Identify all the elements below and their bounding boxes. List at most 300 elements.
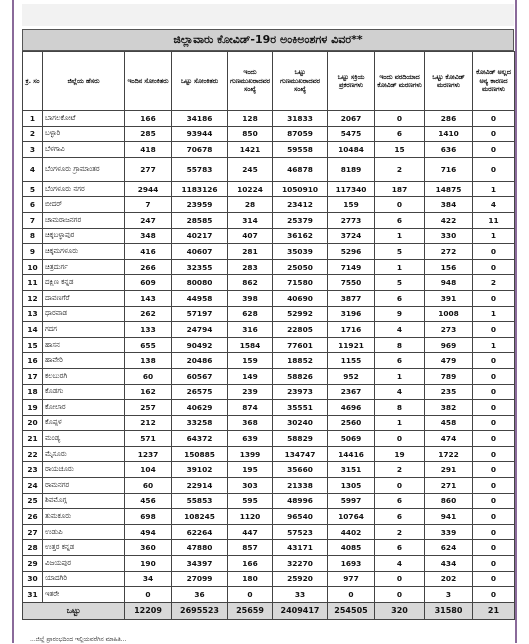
value-cell: 1155 <box>328 353 375 369</box>
value-cell: 1 <box>375 415 425 431</box>
value-cell: 25379 <box>273 212 328 228</box>
value-cell: 35551 <box>273 400 328 416</box>
value-cell: 716 <box>425 157 473 181</box>
total-cell: 2695523 <box>172 602 228 619</box>
value-cell: 133 <box>125 322 172 338</box>
value-cell: 57197 <box>172 306 228 322</box>
district-name-cell: ದಕ್ಷಿಣ ಕನ್ನಡ <box>43 275 125 291</box>
value-cell: 1421 <box>228 142 273 158</box>
value-cell: 0 <box>473 540 515 556</box>
table-row <box>23 322 515 338</box>
value-cell: 59558 <box>273 142 328 158</box>
district-name-cell: ಮಂಡ್ಯ <box>43 431 125 447</box>
serial-cell: 9 <box>23 244 43 260</box>
value-cell: 456 <box>125 493 172 509</box>
value-cell: 5 <box>375 275 425 291</box>
district-name-cell: ಕಲಬುರಗಿ <box>43 368 125 384</box>
value-cell: 3724 <box>328 228 375 244</box>
value-cell: 93944 <box>172 126 228 142</box>
district-name-cell: ಶಿವಮೊಗ್ಗ <box>43 493 125 509</box>
district-name-cell: ಉತ್ತರ ಕನ್ನಡ <box>43 540 125 556</box>
column-header: ಇಂದು ವರದಿಯಾದ ಕೋವಿಡ್ ಮರಣಗಳು <box>375 52 425 111</box>
value-cell: 180 <box>228 571 273 587</box>
value-cell: 6 <box>375 493 425 509</box>
value-cell: 18852 <box>273 353 328 369</box>
value-cell: 0 <box>473 571 515 587</box>
value-cell: 30240 <box>273 415 328 431</box>
table-row <box>23 228 515 244</box>
value-cell: 10224 <box>228 181 273 197</box>
serial-cell: 22 <box>23 446 43 462</box>
value-cell: 494 <box>125 524 172 540</box>
table-row <box>23 181 515 197</box>
district-name-cell: ಬೆಂಗಳೂರು ನಗರ <box>43 181 125 197</box>
value-cell: 5997 <box>328 493 375 509</box>
table-row <box>23 524 515 540</box>
table-row <box>23 126 515 142</box>
value-cell: 948 <box>425 275 473 291</box>
table-row <box>23 587 515 603</box>
value-cell: 447 <box>228 524 273 540</box>
district-name-cell: ತುಮಕೂರು <box>43 509 125 525</box>
value-cell: 34 <box>125 571 172 587</box>
value-cell: 0 <box>473 384 515 400</box>
value-cell: 1008 <box>425 306 473 322</box>
serial-cell: 23 <box>23 462 43 478</box>
value-cell: 0 <box>473 322 515 338</box>
serial-cell: 24 <box>23 478 43 494</box>
value-cell: 80080 <box>172 275 228 291</box>
district-covid-table <box>22 51 515 620</box>
district-name-cell: ರಾಯಚೂರು <box>43 462 125 478</box>
table-row <box>23 493 515 509</box>
column-header: ಒಟ್ಟು ಸೋಂಕಿತರು <box>172 52 228 111</box>
value-cell: 32355 <box>172 259 228 275</box>
value-cell: 0 <box>375 587 425 603</box>
value-cell: 407 <box>228 228 273 244</box>
value-cell: 31833 <box>273 111 328 127</box>
district-name-cell: ಚಿತ್ರದುರ್ಗ <box>43 259 125 275</box>
serial-cell: 20 <box>23 415 43 431</box>
value-cell: 1 <box>375 259 425 275</box>
value-cell: 0 <box>473 556 515 572</box>
value-cell: 0 <box>473 415 515 431</box>
value-cell: 77601 <box>273 337 328 353</box>
table-row <box>23 259 515 275</box>
value-cell: 70678 <box>172 142 228 158</box>
value-cell: 2367 <box>328 384 375 400</box>
value-cell: 257 <box>125 400 172 416</box>
table-row <box>23 111 515 127</box>
district-name-cell: ಉಡುಪಿ <box>43 524 125 540</box>
value-cell: 149 <box>228 368 273 384</box>
value-cell: 34186 <box>172 111 228 127</box>
value-cell: 25050 <box>273 259 328 275</box>
value-cell: 5069 <box>328 431 375 447</box>
column-header: ಜಿಲ್ಲೆಯ ಹೆಸರು <box>43 52 125 111</box>
value-cell: 23973 <box>273 384 328 400</box>
value-cell: 6 <box>375 353 425 369</box>
serial-cell: 25 <box>23 493 43 509</box>
value-cell: 40690 <box>273 290 328 306</box>
value-cell: 8189 <box>328 157 375 181</box>
value-cell: 60 <box>125 478 172 494</box>
value-cell: 0 <box>473 493 515 509</box>
table-row <box>23 142 515 158</box>
value-cell: 4 <box>375 322 425 338</box>
value-cell: 143 <box>125 290 172 306</box>
value-cell: 458 <box>425 415 473 431</box>
value-cell: 1 <box>375 228 425 244</box>
value-cell: 1584 <box>228 337 273 353</box>
column-header: ಕ್ರ. ಸಂ <box>23 52 43 111</box>
serial-cell: 5 <box>23 181 43 197</box>
value-cell: 0 <box>473 509 515 525</box>
table-title: ಜಿಲ್ಲಾವಾರು ಕೋವಿಡ್-19ರ ಅಂಕಿಅಂಶಗಳ ವಿವರ** <box>22 29 514 51</box>
value-cell: 2067 <box>328 111 375 127</box>
value-cell: 4085 <box>328 540 375 556</box>
value-cell: 28585 <box>172 212 228 228</box>
value-cell: 0 <box>125 587 172 603</box>
value-cell: 1237 <box>125 446 172 462</box>
value-cell: 134747 <box>273 446 328 462</box>
serial-cell: 27 <box>23 524 43 540</box>
value-cell: 0 <box>375 571 425 587</box>
value-cell: 14875 <box>425 181 473 197</box>
value-cell: 48996 <box>273 493 328 509</box>
serial-cell: 18 <box>23 384 43 400</box>
value-cell: 857 <box>228 540 273 556</box>
value-cell: 159 <box>228 353 273 369</box>
value-cell: 212 <box>125 415 172 431</box>
value-cell: 35660 <box>273 462 328 478</box>
value-cell: 262 <box>125 306 172 322</box>
table-row <box>23 384 515 400</box>
table-row <box>23 415 515 431</box>
value-cell: 639 <box>228 431 273 447</box>
value-cell: 4 <box>375 556 425 572</box>
value-cell: 60567 <box>172 368 228 384</box>
value-cell: 474 <box>425 431 473 447</box>
value-cell: 7149 <box>328 259 375 275</box>
serial-cell: 11 <box>23 275 43 291</box>
value-cell: 314 <box>228 212 273 228</box>
value-cell: 628 <box>228 306 273 322</box>
value-cell: 1 <box>473 181 515 197</box>
value-cell: 2 <box>375 157 425 181</box>
value-cell: 479 <box>425 353 473 369</box>
value-cell: 969 <box>425 337 473 353</box>
value-cell: 348 <box>125 228 172 244</box>
value-cell: 0 <box>228 587 273 603</box>
value-cell: 2560 <box>328 415 375 431</box>
value-cell: 398 <box>228 290 273 306</box>
value-cell: 4 <box>473 197 515 213</box>
value-cell: 3151 <box>328 462 375 478</box>
value-cell: 0 <box>473 353 515 369</box>
serial-cell: 29 <box>23 556 43 572</box>
total-cell: 12209 <box>125 602 172 619</box>
value-cell: 382 <box>425 400 473 416</box>
table-row <box>23 540 515 556</box>
value-cell: 202 <box>425 571 473 587</box>
district-name-cell: ಗದಗ <box>43 322 125 338</box>
value-cell: 789 <box>425 368 473 384</box>
value-cell: 245 <box>228 157 273 181</box>
value-cell: 291 <box>425 462 473 478</box>
value-cell: 6 <box>375 540 425 556</box>
value-cell: 360 <box>125 540 172 556</box>
value-cell: 1722 <box>425 446 473 462</box>
value-cell: 159 <box>328 197 375 213</box>
value-cell: 14416 <box>328 446 375 462</box>
value-cell: 0 <box>473 446 515 462</box>
column-header: ಇಂದಿನ ಸೋಂಕಿತರು <box>125 52 172 111</box>
value-cell: 8 <box>375 337 425 353</box>
table-row <box>23 556 515 572</box>
value-cell: 1305 <box>328 478 375 494</box>
value-cell: 166 <box>125 111 172 127</box>
serial-cell: 19 <box>23 400 43 416</box>
value-cell: 941 <box>425 509 473 525</box>
value-cell: 266 <box>125 259 172 275</box>
serial-cell: 14 <box>23 322 43 338</box>
value-cell: 339 <box>425 524 473 540</box>
table-row <box>23 337 515 353</box>
value-cell: 156 <box>425 259 473 275</box>
district-name-cell: ವಿಜಯಪುರ <box>43 556 125 572</box>
value-cell: 0 <box>473 368 515 384</box>
total-label: ಒಟ್ಟು <box>23 602 125 619</box>
value-cell: 239 <box>228 384 273 400</box>
value-cell: 4696 <box>328 400 375 416</box>
value-cell: 977 <box>328 571 375 587</box>
value-cell: 271 <box>425 478 473 494</box>
value-cell: 46878 <box>273 157 328 181</box>
serial-cell: 10 <box>23 259 43 275</box>
table-row <box>23 212 515 228</box>
value-cell: 15 <box>375 142 425 158</box>
district-name-cell: ದಾವಣಗೆರೆ <box>43 290 125 306</box>
serial-cell: 6 <box>23 197 43 213</box>
value-cell: 4 <box>375 384 425 400</box>
value-cell: 6 <box>375 290 425 306</box>
value-cell: 1 <box>473 228 515 244</box>
value-cell: 2 <box>375 524 425 540</box>
value-cell: 22805 <box>273 322 328 338</box>
value-cell: 19 <box>375 446 425 462</box>
serial-cell: 12 <box>23 290 43 306</box>
value-cell: 35039 <box>273 244 328 260</box>
value-cell: 368 <box>228 415 273 431</box>
serial-cell: 13 <box>23 306 43 322</box>
value-cell: 1 <box>375 368 425 384</box>
value-cell: 0 <box>473 157 515 181</box>
value-cell: 7 <box>125 197 172 213</box>
value-cell: 0 <box>473 290 515 306</box>
value-cell: 6 <box>375 509 425 525</box>
value-cell: 195 <box>228 462 273 478</box>
value-cell: 283 <box>228 259 273 275</box>
district-name-cell: ರಾಮನಗರ <box>43 478 125 494</box>
total-cell: 25659 <box>228 602 273 619</box>
value-cell: 20486 <box>172 353 228 369</box>
value-cell: 0 <box>473 400 515 416</box>
value-cell: 698 <box>125 509 172 525</box>
value-cell: 55783 <box>172 157 228 181</box>
value-cell: 71580 <box>273 275 328 291</box>
district-name-cell: ಬೆಂಗಳೂರು ಗ್ರಾಮಾಂತರ <box>43 157 125 181</box>
value-cell: 28 <box>228 197 273 213</box>
value-cell: 39102 <box>172 462 228 478</box>
value-cell: 117340 <box>328 181 375 197</box>
value-cell: 104 <box>125 462 172 478</box>
value-cell: 862 <box>228 275 273 291</box>
serial-cell: 26 <box>23 509 43 525</box>
value-cell: 62264 <box>172 524 228 540</box>
total-row <box>23 602 515 619</box>
serial-cell: 28 <box>23 540 43 556</box>
value-cell: 87059 <box>273 126 328 142</box>
value-cell: 52992 <box>273 306 328 322</box>
value-cell: 5475 <box>328 126 375 142</box>
value-cell: 1050910 <box>273 181 328 197</box>
value-cell: 3877 <box>328 290 375 306</box>
value-cell: 0 <box>473 111 515 127</box>
district-name-cell: ಚಿಕ್ಕಮಗಳೂರು <box>43 244 125 260</box>
value-cell: 1716 <box>328 322 375 338</box>
serial-cell: 2 <box>23 126 43 142</box>
header-bar <box>22 4 514 26</box>
serial-cell: 1 <box>23 111 43 127</box>
value-cell: 187 <box>375 181 425 197</box>
district-name-cell: ಕೊಪ್ಪಳ <box>43 415 125 431</box>
value-cell: 571 <box>125 431 172 447</box>
value-cell: 0 <box>473 587 515 603</box>
value-cell: 0 <box>375 431 425 447</box>
value-cell: 40217 <box>172 228 228 244</box>
value-cell: 5296 <box>328 244 375 260</box>
value-cell: 166 <box>228 556 273 572</box>
value-cell: 64372 <box>172 431 228 447</box>
value-cell: 190 <box>125 556 172 572</box>
value-cell: 60 <box>125 368 172 384</box>
table-row <box>23 571 515 587</box>
table-row <box>23 244 515 260</box>
value-cell: 609 <box>125 275 172 291</box>
serial-cell: 21 <box>23 431 43 447</box>
value-cell: 0 <box>328 587 375 603</box>
value-cell: 1183126 <box>172 181 228 197</box>
value-cell: 36 <box>172 587 228 603</box>
value-cell: 303 <box>228 478 273 494</box>
value-cell: 44958 <box>172 290 228 306</box>
value-cell: 384 <box>425 197 473 213</box>
table-row <box>23 290 515 306</box>
table-row <box>23 306 515 322</box>
value-cell: 21338 <box>273 478 328 494</box>
column-header: ಕೋವಿಡ್ ಅಲ್ಲದ ಅನ್ಯ ಕಾರಣದ ಮರಣಗಳು <box>473 52 515 111</box>
district-name-cell: ಬೀದರ್ <box>43 197 125 213</box>
column-header: ಒಟ್ಟು ಗುಣಮುಖರಾದವರ ಸಂಖ್ಯೆ <box>273 52 328 111</box>
value-cell: 33258 <box>172 415 228 431</box>
value-cell: 247 <box>125 212 172 228</box>
value-cell: 636 <box>425 142 473 158</box>
district-name-cell: ಕೊಡಗು <box>43 384 125 400</box>
value-cell: 655 <box>125 337 172 353</box>
table-row <box>23 431 515 447</box>
value-cell: 36162 <box>273 228 328 244</box>
district-name-cell: ಬೆಳಗಾವಿ <box>43 142 125 158</box>
serial-cell: 4 <box>23 157 43 181</box>
value-cell: 10484 <box>328 142 375 158</box>
value-cell: 422 <box>425 212 473 228</box>
value-cell: 277 <box>125 157 172 181</box>
district-name-cell: ಇತರೇ <box>43 587 125 603</box>
serial-cell: 30 <box>23 571 43 587</box>
value-cell: 43171 <box>273 540 328 556</box>
value-cell: 7550 <box>328 275 375 291</box>
value-cell: 162 <box>125 384 172 400</box>
value-cell: 10764 <box>328 509 375 525</box>
value-cell: 9 <box>375 306 425 322</box>
value-cell: 0 <box>473 259 515 275</box>
district-name-cell: ಬಳ್ಳಾರಿ <box>43 126 125 142</box>
value-cell: 40607 <box>172 244 228 260</box>
value-cell: 2 <box>375 462 425 478</box>
value-cell: 2773 <box>328 212 375 228</box>
district-name-cell: ಹಾಸನ <box>43 337 125 353</box>
table-row <box>23 275 515 291</box>
value-cell: 434 <box>425 556 473 572</box>
district-name-cell: ಹಾವೇರಿ <box>43 353 125 369</box>
value-cell: 150885 <box>172 446 228 462</box>
value-cell: 90492 <box>172 337 228 353</box>
value-cell: 25920 <box>273 571 328 587</box>
column-header: ಇಂದು ಗುಣಮುಖರಾದವರ ಸಂಖ್ಯೆ <box>228 52 273 111</box>
value-cell: 624 <box>425 540 473 556</box>
total-cell: 254505 <box>328 602 375 619</box>
value-cell: 5 <box>375 244 425 260</box>
value-cell: 23959 <box>172 197 228 213</box>
value-cell: 128 <box>228 111 273 127</box>
table-body <box>23 111 515 603</box>
value-cell: 55853 <box>172 493 228 509</box>
value-cell: 0 <box>473 244 515 260</box>
column-header: ಒಟ್ಟು ಸಕ್ರಿಯ ಪ್ರಕರಣಗಳು <box>328 52 375 111</box>
value-cell: 1693 <box>328 556 375 572</box>
value-cell: 595 <box>228 493 273 509</box>
total-cell: 21 <box>473 602 515 619</box>
footnote: ...ಜಿಲ್ಲೆ ಪ್ರಾರಂಭದಿಂದ ಇಲ್ಲಿಯವರೆಗಿನ ಮಾಹಿತಿ... <box>30 636 127 643</box>
value-cell: 138 <box>125 353 172 369</box>
value-cell: 0 <box>375 111 425 127</box>
value-cell: 26575 <box>172 384 228 400</box>
value-cell: 6 <box>375 126 425 142</box>
table-row <box>23 353 515 369</box>
value-cell: 47880 <box>172 540 228 556</box>
district-name-cell: ಕೋಲಾರ <box>43 400 125 416</box>
table-row <box>23 462 515 478</box>
value-cell: 2944 <box>125 181 172 197</box>
value-cell: 874 <box>228 400 273 416</box>
serial-cell: 8 <box>23 228 43 244</box>
value-cell: 0 <box>375 478 425 494</box>
value-cell: 1 <box>473 306 515 322</box>
value-cell: 316 <box>228 322 273 338</box>
value-cell: 285 <box>125 126 172 142</box>
value-cell: 1410 <box>425 126 473 142</box>
